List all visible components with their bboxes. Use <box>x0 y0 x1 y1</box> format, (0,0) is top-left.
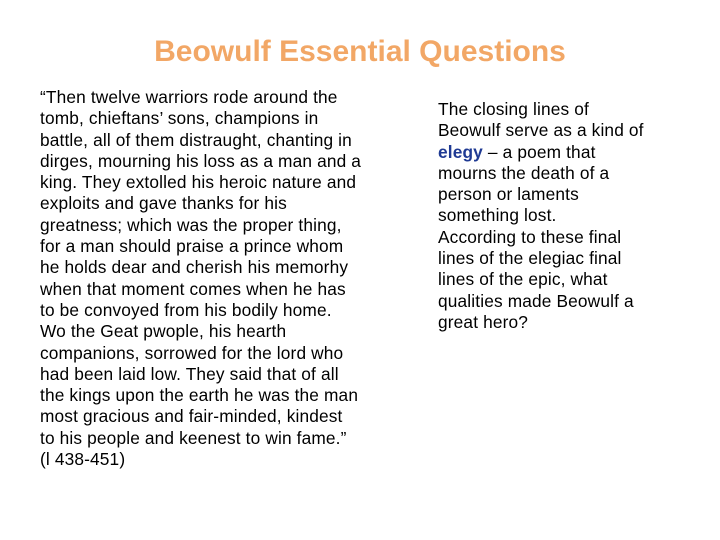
quote-line: king. They extolled his heroic nature and <box>40 172 357 193</box>
quote-line: battle, all of them distraught, chanting in <box>40 129 352 150</box>
elegy-term: elegy <box>438 141 483 162</box>
question-line: The closing lines of <box>438 99 589 119</box>
quote-line: the kings upon the earth he was the man <box>40 385 359 406</box>
question-line: According to these final <box>438 226 622 247</box>
quote-line: he holds dear and cherish his memorhy <box>40 257 349 278</box>
quote-line: when that moment comes when he has <box>40 278 346 299</box>
question-line: great hero? <box>438 311 529 332</box>
quote-line: had been laid low. They said that of all <box>40 363 339 384</box>
question-line: mourns the death of a <box>438 162 610 183</box>
quote-line: most gracious and fair-minded, kindest <box>40 406 343 427</box>
quote-line: Wo the Geat pwople, his hearth <box>40 321 287 342</box>
question-line-rest: – a poem that <box>482 141 596 162</box>
quote-line: greatness; which was the proper thing, <box>40 214 342 235</box>
quote-line: companions, sorrowed for the lord who <box>40 342 344 363</box>
quote-block <box>40 87 420 470</box>
slide-title: Beowulf Essential Questions <box>154 35 566 68</box>
quote-line: for a man should praise a prince whom <box>40 236 344 257</box>
question-line: something lost. <box>438 205 557 226</box>
question-line <box>438 142 693 163</box>
quote-citation: (l 438-451) <box>40 449 126 470</box>
quote-line: dirges, mourning his loss as a man and a <box>40 150 362 171</box>
question-line: lines of the epic, what <box>438 269 608 290</box>
quote-line: to his people and keenest to win fame.” <box>40 427 347 448</box>
quote-line: “Then twelve warriors rode around the <box>40 87 338 107</box>
question-line: lines of the elegiac final <box>438 248 622 269</box>
question-line: qualities made Beowulf a <box>438 290 634 311</box>
question-block <box>438 99 693 333</box>
question-line: person or laments <box>438 184 579 205</box>
quote-line: exploits and gave thanks for his <box>40 193 287 214</box>
quote-line: to be convoyed from his bodily home. <box>40 299 332 320</box>
question-line: Beowulf serve as a kind of <box>438 120 644 141</box>
quote-line: tomb, chieftans’ sons, champions in <box>40 108 319 129</box>
